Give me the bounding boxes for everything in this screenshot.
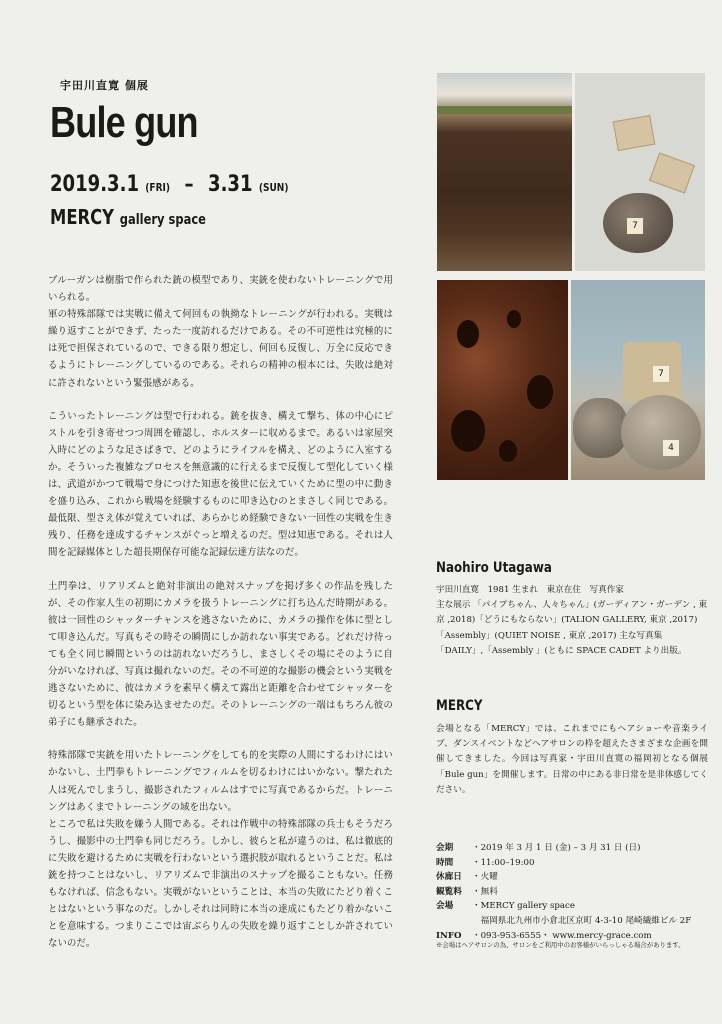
mercy-description: 会場となる「MERCY」では、これまでにもヘアショーや音楽ライブ、ダンスイベントなどヘアサロンの枠を超えたさまざまな企画を開催してきました。今回は写真家・宇田川直寛の福岡初となる個展「Bule gun」を開催します。日常の中にある非日常を是非体感してください。 bbox=[436, 724, 708, 795]
info-key: 休廊日 bbox=[436, 872, 462, 883]
photo-hole bbox=[451, 410, 485, 452]
artist-bio: 宇田川直寛 1981 生まれ 東京在住 写真作家 主な展示 「パイプちゃん、人々ちゃん」(ガーディアン・ガーデン , 東京 ,2018)「どうにもならない」(TALION GALLERY, 東京 ,2017)「Assembly」(QUIET NOISE , 東京 ,2017) 主な写真集「DAILY」,「Assembly 」(ともに SPACE CADET より出版。 bbox=[436, 585, 708, 656]
photo-soil-holes bbox=[437, 280, 568, 480]
photo-hole bbox=[507, 310, 521, 328]
info-key: 会場 bbox=[436, 901, 454, 912]
info-row bbox=[436, 870, 711, 885]
venue-note: ※会場はヘアサロンの為、サロンをご利用中のお客様がいらっしゃる場合があります。 bbox=[436, 941, 685, 949]
date-start: 2019.3.1 bbox=[50, 172, 140, 197]
photo-hole bbox=[457, 320, 479, 348]
info-row bbox=[436, 856, 711, 871]
statement-text bbox=[48, 272, 393, 968]
info-row bbox=[436, 914, 711, 929]
photo-tag: 7 bbox=[653, 366, 669, 382]
photo-rock bbox=[573, 398, 628, 458]
info-value: ・火曜 bbox=[472, 872, 498, 883]
statement-paragraph: 特殊部隊で実銃を用いたトレーニングをしても的を実際の人間にするわけにはいかないし、土門拳もトレーニングでフィルムを切るわけにはいかない。撃たれた人は死んでしまうし、撮影されたフィルムはすでに写真であるからだ。トレーニングはあくまでトレーニングの域を出ない。 ところで私は失敗を嫌う人間である。それは作戦中の特殊部隊の兵士もそうだろうし、撮影中の土門拳も同じだろう。しかし、彼らと私が違うのは、私は徹底的に失敗を避けるために実戦を行わないという選択肢が取れるということだ。私は銃を持つことはないし、リアリズムで非演出のスナップを撮ることもない。任務もなければ、信念もない。実戦がないということは、本当の失敗にたどり着くことはないという事なのだ。しかしそれは同時に本当の達成にもたどり着かないことを意味する。つまりここでは宙ぶらりんの失敗を繰り返すことしか許されていないのだ。 bbox=[48, 750, 393, 950]
info-key bbox=[436, 914, 472, 929]
photo-rock bbox=[621, 395, 701, 470]
photo-grass-strip bbox=[437, 106, 572, 114]
info-key: 時間 bbox=[436, 857, 454, 868]
info-value: ・093-953-6555・ www.mercy-grace.com bbox=[472, 930, 652, 941]
info-value: ・11:00–19:00 bbox=[472, 857, 535, 868]
info-key: 会期 bbox=[436, 843, 454, 853]
photo-block bbox=[623, 342, 681, 402]
info-value: ・2019 年 3 月 1 日 (金) – 3 月 31 日 (日) bbox=[472, 843, 641, 853]
photo-card bbox=[649, 152, 695, 193]
venue-title bbox=[50, 205, 206, 229]
photo-tag: 7 bbox=[627, 218, 643, 234]
info-row bbox=[436, 841, 711, 856]
photo-rock-objects bbox=[575, 73, 705, 271]
info-row bbox=[436, 885, 711, 900]
photo-tag: 4 bbox=[663, 440, 679, 456]
info-value: ・無料 bbox=[472, 886, 498, 897]
exhibition-subtitle: 宇田川直寛 個展 bbox=[60, 79, 149, 92]
exhibition-dates bbox=[50, 172, 288, 197]
photo-soil-house bbox=[437, 73, 572, 271]
statement-paragraph: ブルーガンは樹脂で作られた銃の模型であり、実銃を使わないトレーニングで用いられる。 軍の特殊部隊では実戦に備えて何回もの執拗なトレーニングが行われる。実戦は繰り返すことができず、たった一度訪れるだけである。その不可逆性は究極的には死で担保されているので、できる限り想定し、何回も反復し、万全に反応できるようにトレーニングしているのである。それらの精神の根本には、失敗は絶対に許されないという緊張感がある。 bbox=[48, 275, 393, 389]
mercy-heading: MERCY bbox=[436, 698, 483, 714]
date-end-day: (SUN) bbox=[258, 181, 289, 194]
photo-hole bbox=[527, 375, 553, 409]
artist-name: Naohiro Utagawa bbox=[436, 560, 552, 576]
statement-paragraph: 土門拳は、リアリズムと絶対非演出の絶対スナップを掲げ多くの作品を残したが、その作家人生の初期にカメラを扱うトレーニングに打ち込んだ時期がある。彼は一回性のシャッターチャンスを逃さないために、カメラの操作を体に型として叩き込んだ。写真もその時その瞬間にしか訪れない事実である。どれだけ待っても全く同じ瞬間というのは訪れないだろうし、まさしくその場にそのように自分がいなければ、写真は撮れないのだ。その不可逆的な撮影の機会という実戦を逃さないために、彼はカメラを素早く構えて露出と距離を合わせてシャッターを切るという型を体に染み込ませたのだ。そのトレーニングの一端はもちろん彼の弟子にも継承された。 bbox=[48, 580, 393, 729]
date-dash: – bbox=[184, 172, 194, 197]
date-end: 3.31 bbox=[208, 172, 253, 197]
info-key: 観覧料 bbox=[436, 886, 462, 897]
info-value: 福岡県北九州市小倉北区京町 4-3-10 尾崎繊維ビル 2F bbox=[472, 915, 692, 926]
photo-stones-block bbox=[571, 280, 705, 480]
venue-sub: gallery space bbox=[119, 212, 206, 228]
venue-main: MERCY bbox=[50, 205, 115, 229]
exhibition-info bbox=[436, 841, 711, 943]
info-value: ・MERCY gallery space bbox=[472, 901, 575, 912]
exhibition-title: Bule gun bbox=[50, 98, 198, 147]
date-start-day: (FRI) bbox=[145, 181, 171, 194]
statement-paragraph: こういったトレーニングは型で行われる。銃を抜き、構えて撃ち、体の中心にピストルを引き寄せつつ周囲を確認し、ホルスターに収めるまで。あるいは家屋突入時にどのような足さばきで、どのようにライフルを構え、どのように入室するか。そういった複雑なプロセスを無意識的に行えるまで反復して型化していく様は、武道がかつて戦場で身につけた知恵を後世に伝えていくために型の中に動きを盛り込み、これから戦場を経験するものに叩き込むのとまさしく同じである。最低限、型さえ体が覚えていれば、あらかじめ経験できない一回性の実戦を生き残り、任務を達成するチャンスがぐっと増えるのだ。型は知恵である。それは人間を記録媒体とした超長期保存可能な記録伝達方法なのだ。 bbox=[48, 410, 393, 559]
photo-card bbox=[613, 115, 656, 151]
info-row bbox=[436, 899, 711, 914]
photo-house-area bbox=[437, 73, 572, 109]
photo-hole bbox=[499, 440, 517, 462]
info-key: INFO bbox=[436, 930, 462, 941]
